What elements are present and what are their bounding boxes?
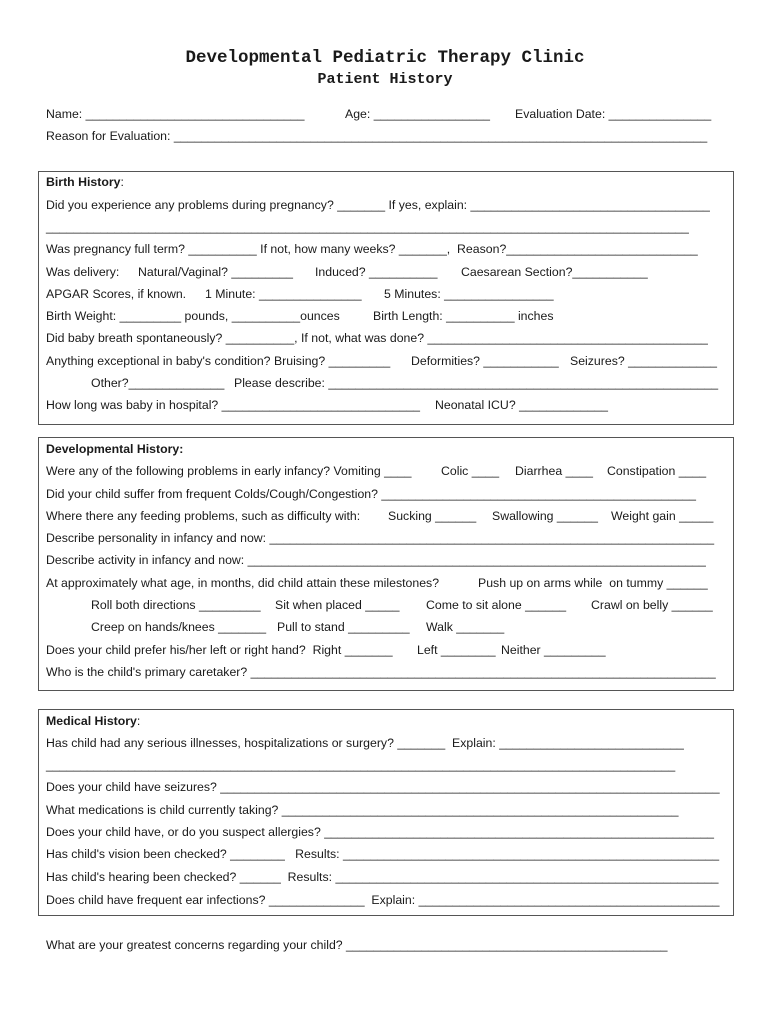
pregnancy-problems-field[interactable]: Did you experience any problems during pregnancy? _______ If yes, explain: ___________________________________ [46, 198, 710, 212]
come-to-sit-field[interactable]: Come to sit alone ______ [426, 598, 567, 612]
other-condition-field[interactable]: Other?______________ [91, 376, 225, 390]
name-field[interactable]: Name: ________________________________ [46, 107, 305, 121]
creep-field[interactable]: Creep on hands/knees _______ [91, 620, 267, 634]
birth-weight-field[interactable]: Birth Weight: _________ pounds, __________ounces [46, 309, 340, 323]
sit-when-placed-field[interactable]: Sit when placed _____ [275, 598, 400, 612]
illnesses-continued-line[interactable]: ____________________________________________________________________________________________ [46, 758, 676, 772]
medications-field[interactable]: What medications is child currently taking? __________________________________________________________ [46, 803, 679, 817]
colic-field[interactable]: Colic ____ [441, 464, 500, 478]
pregnancy-problems-continued-line[interactable]: ______________________________________________________________________________________________ [46, 220, 689, 234]
breathe-spontaneously-field[interactable]: Did baby breath spontaneously? __________, If not, what was done? _________________________________________ [46, 331, 708, 345]
swallowing-field[interactable]: Swallowing ______ [492, 509, 598, 523]
roll-field[interactable]: Roll both directions _________ [91, 598, 261, 612]
colds-field[interactable]: Did your child suffer from frequent Colds/Cough/Congestion? ______________________________________________ [46, 487, 696, 501]
diarrhea-field[interactable]: Diarrhea ____ [515, 464, 593, 478]
induced-field[interactable]: Induced? __________ [315, 265, 438, 279]
walk-field[interactable]: Walk _______ [426, 620, 505, 634]
delivery-label: Was delivery: [46, 265, 120, 279]
describe-condition-field[interactable]: Please describe: _________________________________________________________ [234, 376, 719, 390]
primary-caretaker-field[interactable]: Who is the child's primary caretaker? ____________________________________________________________________ [46, 665, 716, 679]
hand-preference-right-field[interactable]: Does your child prefer his/her left or right hand? Right _______ [46, 643, 393, 657]
personality-field[interactable]: Describe personality in infancy and now: _________________________________________________________________ [46, 531, 715, 545]
constipation-field[interactable]: Constipation ____ [607, 464, 707, 478]
birth-history-heading: Birth History: [46, 175, 124, 189]
full-term-field[interactable]: Was pregnancy full term? __________ If not, how many weeks? _______, Reason?____________________________ [46, 242, 698, 256]
concerns-field[interactable]: What are your greatest concerns regarding your child? _______________________________________________ [46, 938, 668, 952]
form-title: Developmental Pediatric Therapy Clinic [185, 48, 585, 68]
developmental-history-heading: Developmental History: [46, 442, 184, 456]
sucking-field[interactable]: Sucking ______ [388, 509, 477, 523]
weight-gain-field[interactable]: Weight gain _____ [611, 509, 714, 523]
medical-history-heading: Medical History: [46, 714, 141, 728]
milestones-label: At approximately what age, in months, did child attain these milestones? [46, 576, 440, 590]
hand-preference-left-field[interactable]: Left ________ [417, 643, 496, 657]
hand-preference-neither-field[interactable]: Neither _________ [501, 643, 606, 657]
crawl-field[interactable]: Crawl on belly ______ [591, 598, 713, 612]
reason-field[interactable]: Reason for Evaluation: ______________________________________________________________________________ [46, 129, 708, 143]
seizures-at-birth-field[interactable]: Seizures? _____________ [570, 354, 718, 368]
caesarean-field[interactable]: Caesarean Section?___________ [461, 265, 648, 279]
activity-field[interactable]: Describe activity in infancy and now: ___________________________________________________________________ [46, 553, 706, 567]
age-field[interactable]: Age: _________________ [345, 107, 490, 121]
bruising-field[interactable]: Anything exceptional in baby's condition? Bruising? _________ [46, 354, 391, 368]
deformities-field[interactable]: Deformities? ___________ [411, 354, 559, 368]
pull-to-stand-field[interactable]: Pull to stand _________ [277, 620, 410, 634]
vomiting-field[interactable]: Were any of the following problems in early infancy? Vomiting ____ [46, 464, 412, 478]
form-subtitle: Patient History [317, 71, 453, 88]
apgar-5-minutes-field[interactable]: 5 Minutes: ________________ [384, 287, 554, 301]
allergies-field[interactable]: Does your child have, or do you suspect allergies? _________________________________________________________ [46, 825, 715, 839]
illnesses-field[interactable]: Has child had any serious illnesses, hospitalizations or surgery? _______ Explain: ___________________________ [46, 736, 684, 750]
apgar-label: APGAR Scores, if known. [46, 287, 187, 301]
natural-vaginal-field[interactable]: Natural/Vaginal? _________ [138, 265, 293, 279]
vision-field[interactable]: Has child's vision been checked? ________ Results: _______________________________________________________ [46, 847, 720, 861]
birth-length-field[interactable]: Birth Length: __________ inches [373, 309, 554, 323]
hospital-stay-field[interactable]: How long was baby in hospital? _____________________________ [46, 398, 421, 412]
push-up-field[interactable]: Push up on arms while on tummy ______ [478, 576, 708, 590]
hearing-field[interactable]: Has child's hearing been checked? ______ Results: ________________________________________________________ [46, 870, 719, 884]
apgar-1-minute-field[interactable]: 1 Minute: _______________ [205, 287, 362, 301]
neonatal-icu-field[interactable]: Neonatal ICU? _____________ [435, 398, 608, 412]
seizures-field[interactable]: Does your child have seizures? _________________________________________________________________________ [46, 780, 720, 794]
evaluation-date-field[interactable]: Evaluation Date: _______________ [515, 107, 712, 121]
ear-infections-field[interactable]: Does child have frequent ear infections? ______________ Explain: ____________________________________________ [46, 893, 720, 907]
feeding-problems-label: Where there any feeding problems, such as difficulty with: [46, 509, 361, 523]
